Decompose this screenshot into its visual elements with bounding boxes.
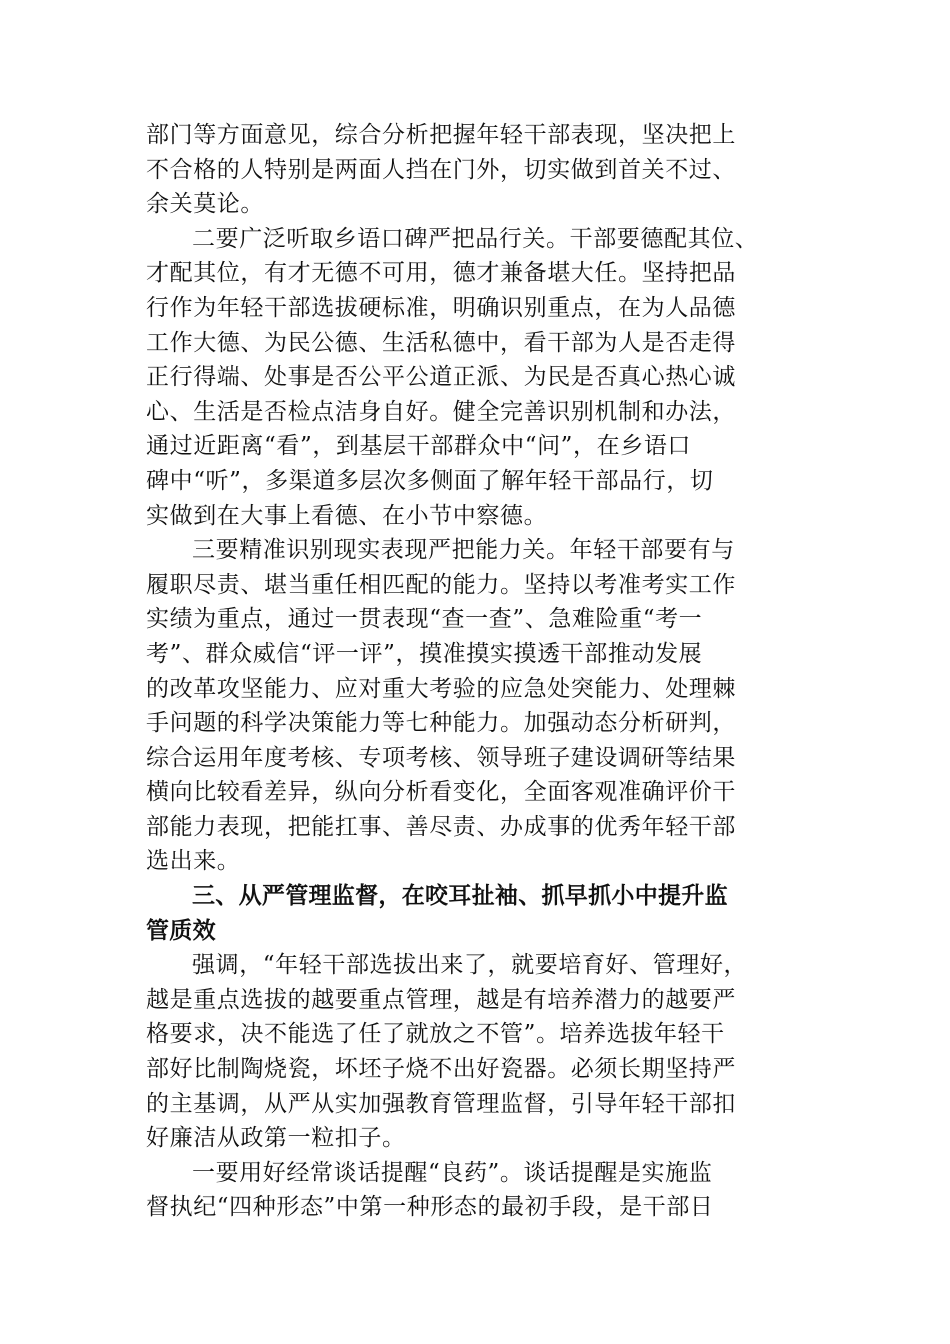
paragraph-line: 余关莫论。 [146,191,264,218]
paragraph-line: 考”、群众威信“评一评”，摸准摸实摸透干部推动发展 [146,640,703,667]
paragraph-line: 三要精准识别现实表现严把能力关。年轻干部要有与 [192,537,735,564]
paragraph-line: 横向比较看差异，纵向分析看变化，全面客观准确评价干 [146,779,736,806]
paragraph-line: 强调，“年轻干部选拔出来了，就要培育好、管理好， [192,952,748,979]
paragraph-line: 好廉洁从政第一粒扣子。 [146,1125,406,1152]
paragraph-line: 工作大德、为民公德、生活私德中，看干部为人是否走得 [146,329,736,356]
paragraph-line: 才配其位，有才无德不可用，德才兼备堪大任。坚持把品 [146,260,736,287]
paragraph-line: 碑中“听”，多渠道多层次多侧面了解年轻干部品行，切 [146,467,714,494]
paragraph-line: 二要广泛听取乡语口碑严把品行关。干部要德配其位、 [192,225,759,252]
paragraph-line: 部好比制陶烧瓷，坏坯子烧不出好瓷器。必须长期坚持严 [146,1056,736,1083]
section-heading-line: 三、从严管理监督，在咬耳扯袖、抓早抓小中提升监 [192,883,728,910]
paragraph-line: 综合运用年度考核、专项考核、领导班子建设调研等结果 [146,744,736,771]
paragraph-line: 心、生活是否检点洁身自好。健全完善识别机制和办法， [146,398,736,425]
paragraph-line: 实做到在大事上看德、在小节中察德。 [146,502,548,529]
paragraph-line: 部能力表现，把能扛事、善尽责、办成事的优秀年轻干部 [146,813,736,840]
paragraph-line: 格要求，决不能选了任了就放之不管”。培养选拔年轻干 [146,1021,725,1048]
paragraph-line: 正行得端、处事是否公平公道正派、为民是否真心热心诚 [146,364,736,391]
paragraph-line: 一要用好经常谈话提醒“良药”。谈话提醒是实施监 [192,1159,713,1186]
section-heading-line: 管质效 [146,917,216,944]
document-body [146,118,806,1225]
paragraph-line: 不合格的人特别是两面人挡在门外，切实做到首关不过、 [146,156,736,183]
paragraph-line: 手问题的科学决策能力等七种能力。加强动态分析研判， [146,710,736,737]
paragraph-line: 实绩为重点，通过一贯表现“查一查”、急难险重“考一 [146,606,703,633]
paragraph-line: 通过近距离“看”，到基层干部群众中“问”，在乡语口 [146,433,692,460]
paragraph-line: 的主基调，从严从实加强教育管理监督，引导年轻干部扣 [146,1090,736,1117]
paragraph-line: 部门等方面意见，综合分析把握年轻干部表现，坚决把上 [146,122,736,148]
paragraph-line: 督执纪“四种形态”中第一种形态的最初手段，是干部日 [146,1194,714,1221]
paragraph-line: 越是重点选拔的越要重点管理，越是有培养潜力的越要严 [146,986,736,1013]
paragraph-line: 履职尽责、堪当重任相匹配的能力。坚持以考准考实工作 [146,571,736,598]
paragraph-line: 选出来。 [146,848,241,875]
paragraph-line: 行作为年轻干部选拔硬标准，明确识别重点，在为人品德 [146,294,736,321]
paragraph-line: 的改革攻坚能力、应对重大考验的应急处突能力、处理棘 [146,675,736,702]
